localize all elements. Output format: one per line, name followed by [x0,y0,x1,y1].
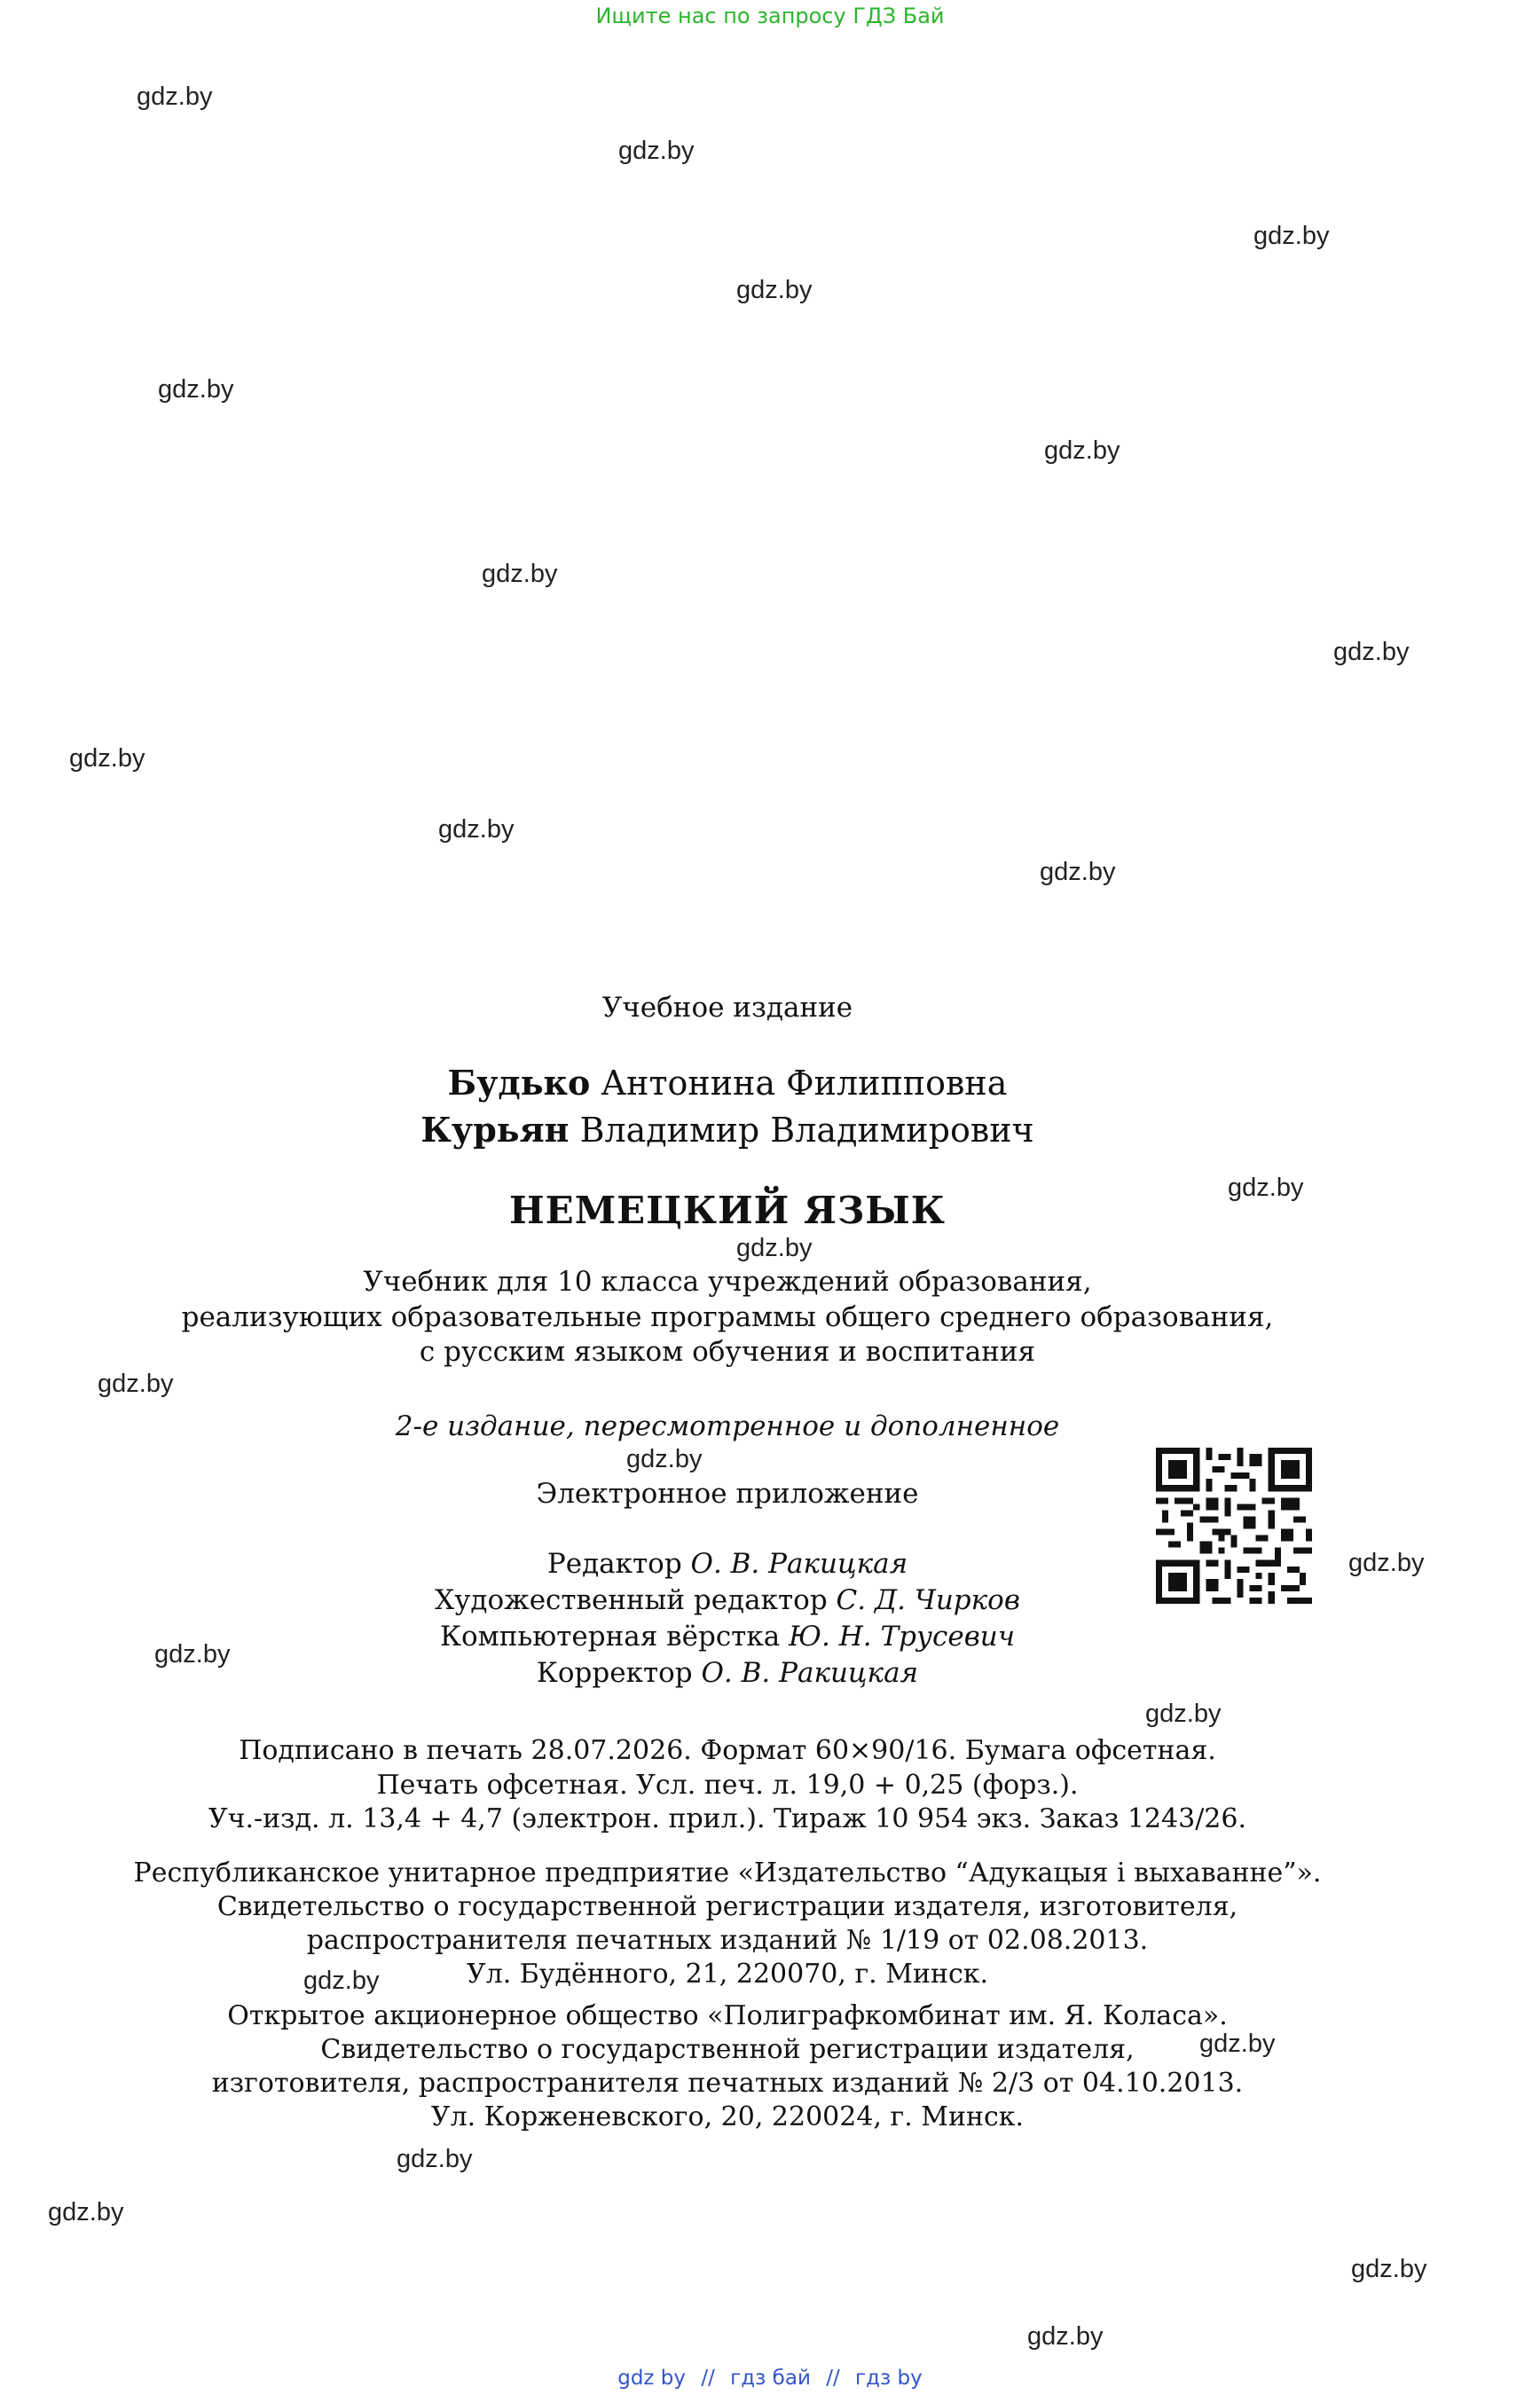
electronic-supplement: Электронное приложение [536,1478,919,1510]
credit-role: Художественный редактор [435,1584,828,1616]
footer-separator: // [826,2367,840,2390]
author-surname: Курьян [420,1110,570,1150]
credit-line [0,1584,1455,1616]
watermark: gdz.by [1145,1700,1222,1728]
credit-role: Корректор [536,1657,693,1689]
watermark: gdz.by [1333,638,1410,666]
subtitle-line: реализующих образовательные программы общего среднего образования, [181,1301,1274,1333]
credit-person: Ю. Н. Трусевич [789,1621,1015,1653]
credit-person: С. Д. Чирков [836,1584,1020,1616]
book-title: НЕМЕЦКИЙ ЯЗЫК [509,1189,946,1232]
qr-code-icon[interactable] [1156,1448,1312,1604]
watermark: gdz.by [736,1234,813,1262]
print-info-line: Подписано в печать 28.07.2026. Формат 60×90/16. Бумага офсетная. [239,1735,1216,1766]
credit-person: О. В. Ракицкая [690,1548,908,1580]
author-line [0,1110,1455,1150]
watermark: gdz.by [736,276,813,304]
footer-link[interactable]: гдз бай [730,2367,811,2390]
credit-line [0,1621,1455,1653]
watermark: gdz.by [48,2198,124,2226]
watermark: gdz.by [397,2145,473,2173]
publisher-line: распространителя печатных изданий № 1/19 от 02.08.2013. [306,1925,1149,1956]
publisher-line: Республиканское унитарное предприятие «Издательство “Адукацыя і выхаванне”». [133,1857,1322,1889]
printer-line: Ул. Корженевского, 20, 220024, г. Минск. [430,2101,1025,2132]
edition-type: Учебное издание [601,992,853,1024]
watermark: gdz.by [1228,1174,1304,1202]
printer-line: Свидетельство о государственной регистрации издателя, [320,2034,1135,2065]
watermark: gdz.by [1044,436,1120,465]
printer-line: Открытое акционерное общество «Полиграфкомбинат им. Я. Коласа». [227,2000,1228,2031]
credit-role: Редактор [546,1548,682,1580]
print-info-line: Уч.-изд. л. 13,4 + 4,7 (электрон. прил.). Тираж 10 954 экз. Заказ 1243/26. [208,1803,1247,1834]
subtitle-line: Учебник для 10 класса учреждений образования, [363,1266,1092,1298]
watermark: gdz.by [626,1445,703,1473]
watermark: gdz.by [1348,1549,1425,1577]
credit-person: О. В. Ракицкая [701,1657,919,1689]
author-name: Антонина Филипповна [601,1064,1008,1103]
watermark: gdz.by [1351,2255,1427,2283]
credit-role: Компьютерная вёрстка [439,1621,781,1653]
watermark: gdz.by [98,1370,174,1398]
watermark: gdz.by [158,375,234,404]
watermark: gdz.by [303,1967,380,1995]
watermark: gdz.by [69,744,145,773]
watermark: gdz.by [438,815,515,844]
watermark: gdz.by [1199,2030,1276,2058]
footer-link[interactable]: gdz by [617,2367,687,2390]
watermark: gdz.by [1027,2322,1104,2351]
footer-links [0,2367,1540,2390]
footer-separator: // [701,2367,715,2390]
author-name: Владимир Владимирович [579,1111,1034,1150]
watermark: gdz.by [1253,222,1330,250]
publisher-line: Свидетельство о государственной регистрации издателя, изготовителя, [216,1891,1238,1922]
header-search-link[interactable]: Ищите нас по запросу ГДЗ Бай [595,4,945,28]
credit-line [0,1657,1455,1689]
subtitle-line: с русским языком обучения и воспитания [419,1336,1036,1368]
publisher-line: Ул. Будённого, 21, 220070, г. Минск. [466,1959,989,1990]
footer-link[interactable]: гдз by [855,2367,923,2390]
watermark: gdz.by [154,1640,231,1669]
printer-line: изготовителя, распространителя печатных изданий № 2/3 от 04.10.2013. [211,2068,1244,2099]
watermark: gdz.by [618,137,695,165]
watermark: gdz.by [482,560,558,588]
author-line [0,1063,1455,1103]
watermark: gdz.by [137,82,213,111]
edition-note: 2-е издание, пересмотренное и дополненное [395,1410,1060,1442]
watermark: gdz.by [1040,858,1116,886]
credit-line [0,1548,1455,1580]
print-info-line: Печать офсетная. Усл. печ. л. 19,0 + 0,25 (форз.). [376,1770,1079,1801]
author-surname: Будько [447,1063,591,1103]
